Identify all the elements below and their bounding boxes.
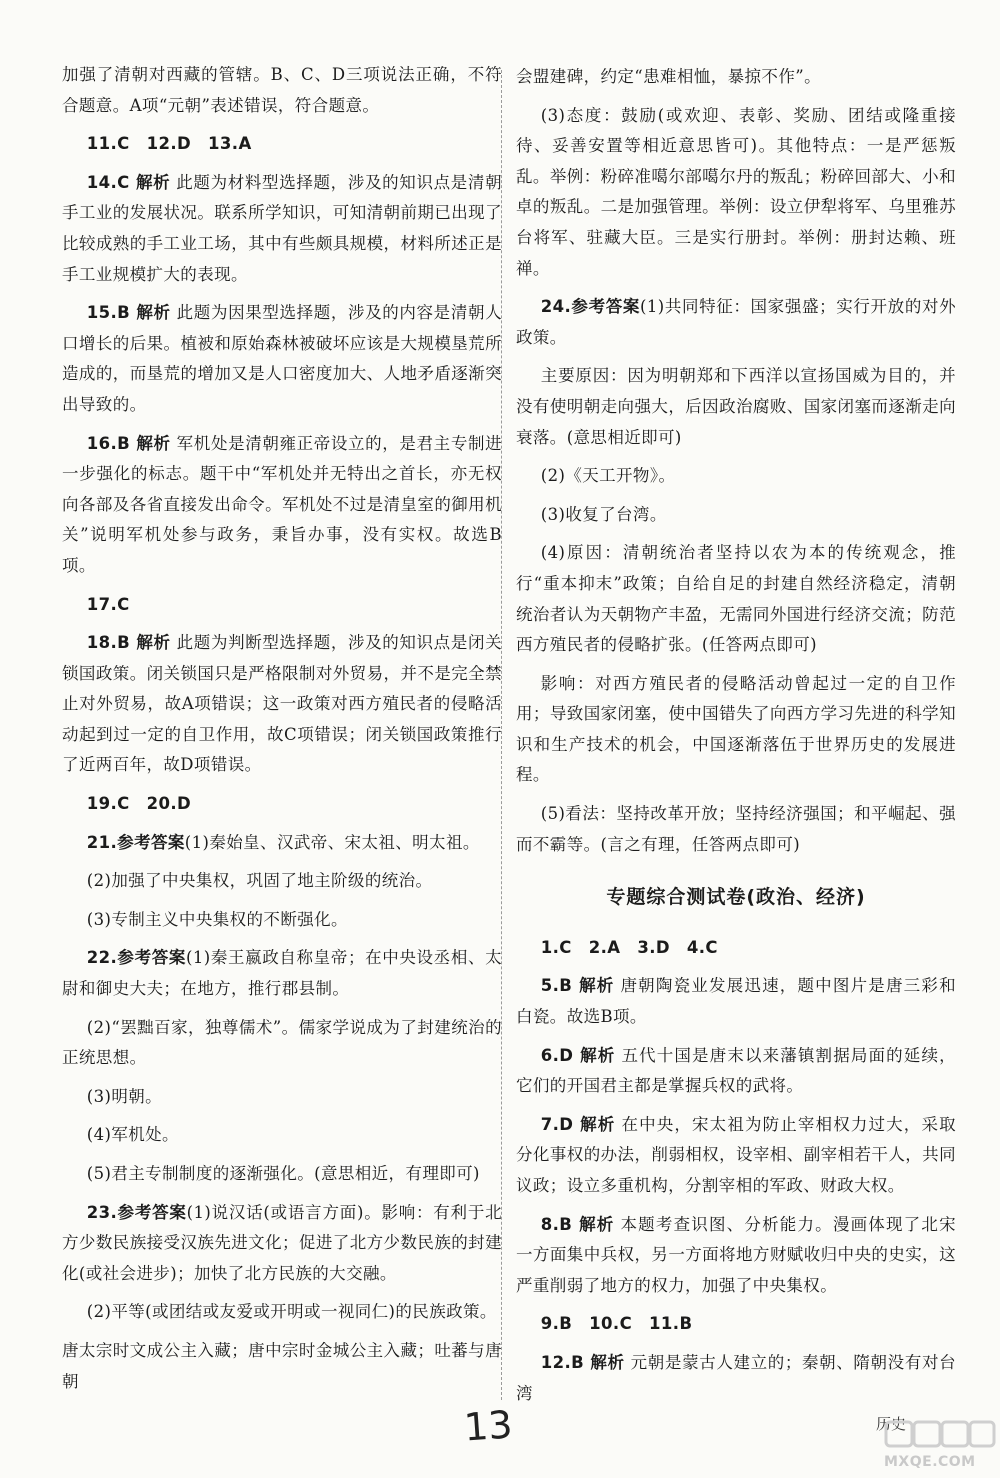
answer-text: 元朝是蒙古人建立的；秦朝、隋朝没有对台湾 [516, 1352, 956, 1403]
section-title: 专题综合测试卷(政治、经济) [606, 886, 866, 909]
answer-paragraph [62, 828, 502, 859]
answer-paragraph [516, 799, 956, 860]
answer-text: 本题考查识图、分析能力。漫画体现了北宋一方面集中兵权，另一方面将地方财赋收归中央的史实，这严重削弱了地方的权力，加强了中央集权。 [516, 1214, 956, 1295]
answer-paragraph [62, 943, 502, 1004]
answer-text: (5)君主专制制度的逐渐强化。(意思相近，有理即可) [86, 1164, 480, 1183]
question-number: 14.C [86, 172, 130, 192]
answer-text: 影响：对西方殖民者的侵略活动曾起过一定的自卫作用；导致国家闭塞，使中国错失了向西方学习先进的科学知识和生产技术的机会，中国逐渐落伍于世界历史的发展进程。 [516, 673, 956, 785]
answer-paragraph [62, 866, 502, 897]
question-number: 16.B [86, 433, 131, 453]
answer-text: (2)平等(或团结或友爱或开明或一视同仁)的民族政策。 [86, 1302, 497, 1322]
question-number: 8.B [540, 1214, 573, 1234]
question-number: 22.参考答案 [86, 948, 186, 968]
answer-text: 五代十国是唐末以来藩镇割据局面的延续，它们的开国君主都是掌握兵权的武将。 [516, 1045, 956, 1096]
question-number: 23.参考答案 [86, 1202, 187, 1222]
answer-text: (1)说汉话(或语言方面)。影响：有利于北方少数民族接受汉族先进文化；促进了北方少数民族的封建化(或社会进步)；加快了北方民族的大交融。 [62, 1202, 503, 1283]
answer-paragraph [62, 429, 502, 582]
answer-paragraph [62, 590, 502, 621]
analysis-tag: 解析 [135, 172, 171, 192]
answer-text: (1)秦始皇、汉武帝、宋太祖、明太祖。 [184, 832, 480, 852]
answer-paragraph [516, 500, 956, 531]
answer-paragraph [516, 1041, 956, 1102]
answer-text: 军机处是清朝雍正帝设立的，是君主专制进一步强化的标志。题干中“军机处并无特出之首长，亦无权向各部及各省直接发出命令。军机处不过是清皇室的御用机关”说明军机处参与政务，秉旨办事，没有实权。故选B项。 [62, 433, 502, 575]
answer-text: 唐太宗时文成公主入藏；唐中宗时金城公主入藏；吐蕃与唐朝 [62, 1340, 502, 1391]
answer-text: (1)共同特征：国家强盛；实行开放的对外政策。 [516, 297, 957, 347]
answer-text: 此题为因果型选择题，涉及的内容是清朝人口增长的后果。植被和原始森林被破坏应该是大规模垦荒所造成的，而垦荒的增加又是人口密度加大、人地矛盾逐渐突出导致的。 [62, 303, 502, 414]
answer-paragraph [516, 933, 956, 964]
answer-paragraph [516, 1309, 956, 1340]
answer-paragraph [62, 628, 502, 781]
answer-paragraph [62, 129, 502, 160]
answer-paragraph [62, 168, 502, 290]
answer-text: 会盟建碑，约定“患难相恤，暴掠不作”。 [516, 67, 821, 86]
answer-text: (3)专制主义中央集权的不断强化。 [86, 909, 348, 929]
question-number: 1.C 2.A 3.D 4.C [540, 937, 718, 957]
right-column-bottom [516, 933, 956, 1409]
answer-paragraph [516, 361, 956, 453]
question-number: 5.B [540, 976, 573, 996]
watermark-text: MXQE.COM [884, 1454, 976, 1470]
answer-text: 此题为判断型选择题，涉及的知识点是闭关锁国政策。闭关锁国只是严格限制对外贸易，并不是完全禁止对外贸易，故A项错误；这一政策对西方殖民者的侵略活动起到过一定的自卫作用，故C项错误；闭关锁国政策推行了近两百年，故D项错误。 [62, 633, 502, 775]
answer-text: (2)加强了中央集权，巩固了地主阶级的统治。 [86, 871, 433, 891]
analysis-tag: 解析 [578, 1214, 615, 1234]
answer-paragraph [516, 1210, 956, 1302]
answer-text: 此题为材料型选择题，涉及的知识点是清朝手工业的发展状况。联系所学知识，可知清朝前期已出现了比较成熟的手工业工场，其中有些颇具规模，材料所述正是手工业规模扩大的表现。 [62, 172, 502, 284]
question-number: 15.B [86, 303, 131, 323]
analysis-tag: 解析 [590, 1352, 625, 1372]
answer-paragraph [62, 1297, 502, 1328]
question-number: 17.C [86, 594, 130, 614]
question-number: 19.C 20.D [86, 794, 192, 814]
question-number: 18.B [86, 633, 131, 653]
answer-paragraph [62, 1159, 502, 1190]
answer-paragraph [62, 1013, 502, 1074]
answer-paragraph [516, 292, 956, 353]
answer-paragraph [516, 1348, 956, 1409]
answer-paragraph [516, 461, 956, 492]
question-number: 7.D [540, 1114, 574, 1134]
answer-paragraph [62, 1336, 502, 1397]
analysis-tag: 解析 [579, 1045, 616, 1065]
question-number: 24.参考答案 [540, 297, 640, 317]
question-number: 9.B 10.C 11.B [540, 1314, 693, 1334]
answer-paragraph [62, 1120, 502, 1151]
answer-text: (4)原因：清朝统治者坚持以农为本的传统观念，推行“重本抑末”政策；自给自足的封建自然经济稳定，清朝统治者认为天朝物产丰盈，无需同外国进行经济交流；防范西方殖民者的侵略扩张。(任答两点即可) [516, 543, 956, 655]
question-number: 21.参考答案 [86, 832, 185, 852]
answer-text: (2)《天工开物》。 [540, 466, 676, 486]
subject-tag: 历史 [876, 1415, 907, 1433]
answer-text: 唐朝陶瓷业发展迅速，题中图片是唐三彩和白瓷。故选B项。 [516, 976, 956, 1027]
analysis-tag: 解析 [136, 303, 171, 323]
answer-text: 加强了清朝对西藏的管辖。B、C、D三项说法正确，不符合题意。A项“元朝”表述错误，符合题意。 [62, 65, 502, 115]
answer-paragraph [62, 60, 502, 121]
page-number: 13 [462, 1402, 514, 1450]
answer-text: 在中央，宋太祖为防止宰相权力过大，采取分化事权的办法，削弱相权，设宰相、副宰相若干人，共同议政；设立多重机构，分割宰相的军政、财政大权。 [516, 1114, 956, 1195]
answer-text: (3)态度：鼓励(或欢迎、表彰、奖励、团结或隆重接待、妥善安置等相近意思皆可)。其他特点：一是严惩叛乱。举例：粉碎准噶尔部噶尔丹的叛乱；粉碎回部大、小和卓的叛乱。二是加强管理。举例：设立伊犁将军、乌里雅苏台将军、驻藏大臣。三是实行册封。举例：册封达赖、班禅。 [516, 105, 956, 278]
answer-text: (5)看法：坚持改革开放；坚持经济强国；和平崛起、强而不霸等。(言之有理，任答两点即可) [516, 804, 956, 854]
right-column [516, 62, 956, 1417]
answer-paragraph [516, 669, 956, 791]
question-number: 12.B [540, 1352, 585, 1372]
analysis-tag: 解析 [579, 1114, 616, 1134]
answer-paragraph [62, 1198, 502, 1290]
answer-paragraph [62, 298, 502, 420]
answer-text: 主要原因：因为明朝郑和下西洋以宣扬国威为目的，并没有使明朝走向强大，后因政治腐败、国家闭塞而逐渐走向衰落。(意思相近即可) [516, 366, 956, 447]
question-number: 11.C 12.D 13.A [86, 134, 252, 154]
question-number: 6.D [540, 1045, 574, 1065]
answer-paragraph [516, 62, 956, 93]
column-divider [501, 70, 502, 1400]
answer-text: (3)明朝。 [86, 1086, 163, 1106]
right-column-top [516, 62, 956, 860]
answer-paragraph [516, 538, 956, 660]
answer-text: (2)“罢黜百家，独尊儒术”。儒家学说成为了封建统治的正统思想。 [62, 1017, 502, 1068]
answer-paragraph [62, 789, 502, 820]
answer-text: (4)军机处。 [86, 1125, 179, 1145]
analysis-tag: 解析 [578, 976, 615, 996]
answer-paragraph [516, 1110, 956, 1202]
answer-text: (1)秦王嬴政自称皇帝；在中央设丞相、太尉和御史大夫；在地方，推行郡县制。 [62, 948, 503, 999]
answer-text: (3)收复了台湾。 [540, 504, 667, 524]
answer-paragraph [62, 905, 502, 936]
answer-paragraph [516, 971, 956, 1032]
answer-paragraph [62, 1082, 502, 1113]
answer-paragraph [516, 101, 956, 285]
analysis-tag: 解析 [136, 633, 171, 653]
left-column [62, 60, 502, 1405]
analysis-tag: 解析 [136, 433, 171, 453]
